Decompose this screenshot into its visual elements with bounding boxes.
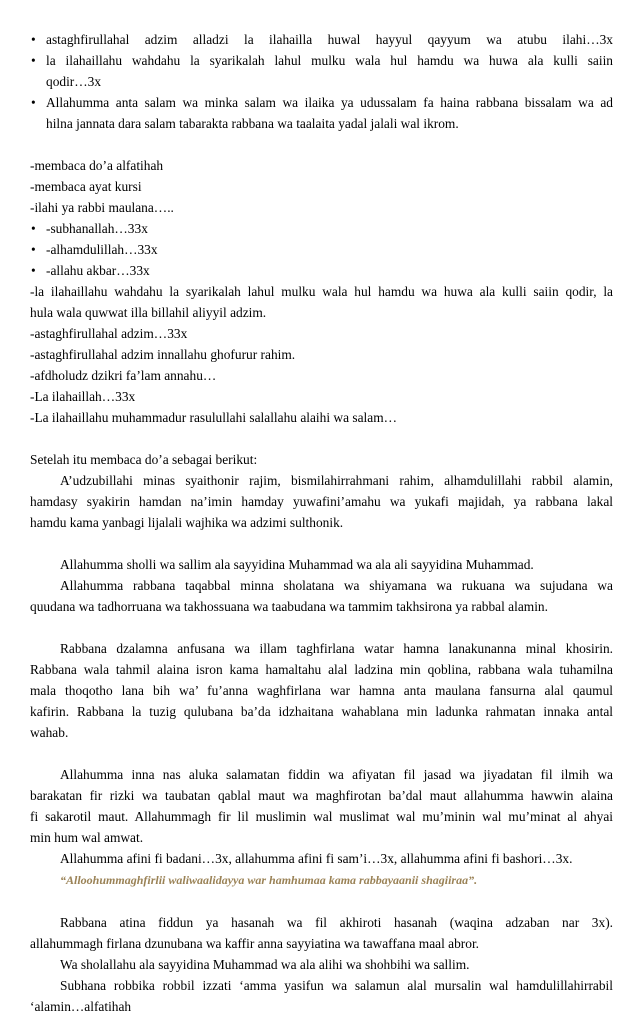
- text-line: -membaca ayat kursi: [30, 179, 142, 194]
- text-line: Subhana robbika robbil izzati ‘amma yasifun wa salamun alal mursalin wal hamdulillahirrabil: [60, 978, 613, 993]
- text-line: -afdholudz dzikri fa’lam annahu…: [30, 368, 217, 383]
- spacer: [30, 891, 613, 912]
- text-line: Rabbana atina fiddun ya hasanah wa fil akhiroti hasanah (waqina adzaban nar 3x).: [60, 915, 613, 930]
- bullet-list-top: [30, 29, 613, 134]
- list-item-continuation: hilna jannata dara salam tabarakta rabbana wa taalaita yadal jalali wal ikrom.: [46, 116, 459, 131]
- list-item: • Allahumma anta salam wa minka salam wa ilaika ya udussalam fa haina rabbana bissalam wa ad: [30, 92, 613, 113]
- text-line: -La ilahaillah…33x: [30, 389, 136, 404]
- text-line: hamdu kama yanbagi lijalali wajhika wa adzimi sulthonik.: [30, 515, 344, 530]
- text-line: allahummagh firlana dzunubana wa kaffir anna sayyiatina wa tawaffana maal abror.: [30, 936, 480, 951]
- paragraph-sholallahu: Wa sholallahu ala sayyidina Muhammad wa ala alihi wa shohbihi wa sallim.: [60, 957, 470, 972]
- text-line: ‘alamin…alfatihah: [30, 999, 132, 1014]
- list-item: • la ilahaillahu wahdahu la syarikalah lahul mulku wala hul hamdu wa huwa ala kulli saiin: [30, 50, 613, 71]
- section-intro: Setelah itu membaca do’a sebagai berikut:: [30, 452, 258, 467]
- list-item: • astaghfirullahal adzim alladzi la ilahailla huwal hayyul qayyum wa atubu ilahi…3x: [30, 29, 613, 50]
- text-line: mala thoqotho lana bih wa’ fu’anna waghfirlana war hamna anta maulana fansurna alal qaumul: [30, 683, 613, 698]
- list-item: • -allahu akbar…33x: [30, 260, 613, 281]
- list-item: • -subhanallah…33x: [30, 218, 613, 239]
- paragraph-taqabbal: [30, 575, 613, 617]
- text-line: hamdasy syakirin hamdan na’imin hamday yuwafini’amahu wa yukafi majidah, ya rabbana lakal: [30, 494, 613, 509]
- text-line: -la ilahaillahu wahdahu la syarikalah lahul mulku wala hul hamdu wa huwa ala kulli saiin qodir, la: [30, 284, 613, 299]
- text-line: -astaghfirullahal adzim innallahu ghofurur rahim.: [30, 347, 296, 362]
- text-line: kafirin. Rabbana la tuzig qulubana ba’da idzhaitana wahablana min ladunka rahmatan innaka antal: [30, 704, 613, 719]
- spacer: [30, 428, 613, 449]
- text-line: wahab.: [30, 725, 69, 740]
- paragraph-atina: [30, 912, 613, 954]
- list-item: • -alhamdulillah…33x: [30, 239, 613, 260]
- text-line: min hum wal amwat.: [30, 830, 144, 845]
- paragraph-salamatan: [30, 764, 613, 848]
- text-line: -astaghfirullahal adzim…33x: [30, 326, 188, 341]
- bullet-list-dzikir: [30, 218, 613, 281]
- text-line: -membaca do’a alfatihah: [30, 158, 164, 173]
- text-line: Rabbana dzalamna anfusana wa illam taghfirlana watar hamna lanakunanna minal khosirin.: [60, 641, 613, 656]
- text-line: quudana wa tadhorruana wa takhossuana wa taabudana wa tammim takhsirona ya rabbal alamin.: [30, 599, 548, 614]
- paragraph-sholawat: Allahumma sholli wa sallim ala sayyidina Muhammad wa ala ali sayyidina Muhammad.: [60, 557, 534, 572]
- text-line: -La ilahaillahu muhammadur rasulullahi salallahu alaihi wa salam…: [30, 410, 398, 425]
- spacer: [30, 617, 613, 638]
- text-line: -ilahi ya rabbi maulana…..: [30, 200, 174, 215]
- text-line: A’udzubillahi minas syaithonir rajim, bismilahirrahmani rahim, alhamdulillahi rabbil alamin,: [60, 473, 613, 488]
- spacer: [30, 134, 613, 155]
- text-line: barakatan fir rizki wa taubatan qablal maut wa maghfirotan ba’dal maut allahumma hawwin alaina: [30, 788, 613, 803]
- text-line: Allahumma inna nas aluka salamatan fiddin wa afiyatan fil jasad wa jiyadatan fil ilmih wa: [60, 767, 613, 782]
- paragraph-taawudz: [30, 470, 613, 533]
- paragraph-subhana: [30, 975, 613, 1017]
- paragraph-afini: Allahumma afini fi badani…3x, allahumma afini fi sam’i…3x, allahumma afini fi bashori…3x.: [60, 851, 573, 866]
- document-page: [30, 29, 613, 1017]
- text-line: fi sakarotil maut. Allahummagh fir lil muslimin wal muslimat wal mu’minin wal mu’minat al ahyai: [30, 809, 613, 824]
- paragraph-rabbana: [30, 638, 613, 743]
- quote-line: [30, 869, 613, 891]
- spacer: [30, 743, 613, 764]
- text-line: Rabbana wala tahmil alaina isron kama hamaltahu alal ladzina min qoblina, rabbana wala tuhamilna: [30, 662, 613, 677]
- quote-text: “Alloohummaghfirlii waliwaalidayya war hamhumaa kama rabbayaanii shagiiraa”.: [60, 873, 478, 887]
- spacer: [30, 533, 613, 554]
- list-item-continuation: qodir…3x: [46, 74, 102, 89]
- text-line: hula wala quwwat illa billahil aliyyil adzim.: [30, 305, 267, 320]
- text-line: Allahumma rabbana taqabbal minna sholatana wa shiyamana wa rukuana wa sujudana wa: [60, 578, 613, 593]
